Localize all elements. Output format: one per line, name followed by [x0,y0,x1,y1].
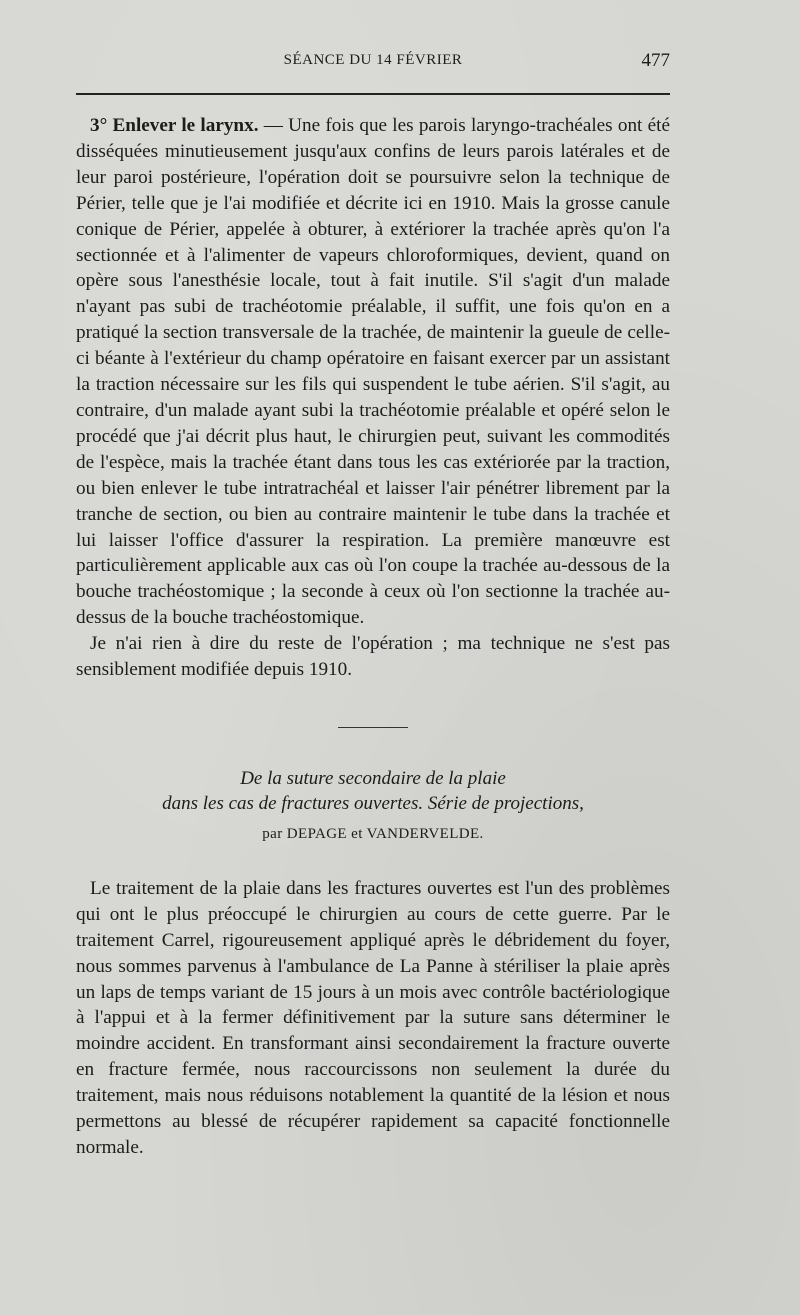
section-divider [338,727,408,728]
article-title [76,766,670,816]
section1-lead: 3° Enlever le larynx. [90,115,259,136]
article-authors [76,826,670,843]
header-rule [76,93,670,95]
section2-paragraph-1: Le traitement de la plaie dans les fractures ouvertes est l'un des problèmes qui ont le plus préoccupé le chirurgien au cours de cette guerre. Par le traitement Carrel, rigoureusement appliqué après le débridement du foyer, nous sommes parvenus à l'ambulance de La Panne à stériliser la plaie après un laps de temps variant de 15 jours à un mois avec contrôle bactériologique à l'appui et à la fermer définitivement par la suture sans déterminer le moindre accident. En transformant ainsi secondairement la fracture ouverte en fracture fermée, nous raccourcissons non seulement la durée du traitement, mais nous réduisons notablement la quantité de la lésion et nous permettons au blessé de récupérer rapidement sa capacité fonctionnelle normale. [76,877,670,1158]
page-header [76,52,670,76]
page-body [76,113,670,1161]
running-head: SÉANCE DU 14 FÉVRIER [283,52,463,68]
article-title-line-2: dans les cas de fractures ouvertes. Série de projections, [162,792,584,814]
article-title-line-1: De la suture secondaire de la plaie [240,767,506,789]
page-number: 477 [641,50,670,71]
section1-paragraph-1-text: — Une fois que les parois laryngo-trachéales ont été disséquées minutieusement jusqu'aux confins de leurs parois latérales et de leur paroi postérieure, l'opération doit se poursuivre selon la technique de Périer, telle que je l'ai modifiée et décrite ici en 1910. Mais la grosse canule conique de Périer, appelée à obturer, à extériorer la trachée après qu'on l'a sectionnée et à l'alimenter de vapeurs chloroformiques, devient, quand on opère sous l'anesthésie locale, tout à fait inutile. S'il s'agit d'un malade n'ayant pas subi de trachéotomie préalable, il suffit, une fois qu'on en a pratiqué la section transversale de la trachée, de maintenir la gueule de celle-ci béante à l'extérieur du champ opératoire en faisant exercer par un assistant la traction nécessaire sur les fils qui suspendent le tube aérien. S'il s'agit, au contraire, d'un malade ayant subi la trachéotomie préalable et opéré selon le procédé que j'ai décrit plus haut, le chirurgien peut, suivant les commodités de l'espèce, mais la trachée étant dans tous les cas extériorée par la traction, ou bien enlever le tube intratrachéal et laisser l'air pénétrer librement par la tranche de section, ou bien au contraire maintenir le tube dans la trachée et lui laisser l'office d'assurer la respiration. La première manœuvre est particulièrement applicable aux cas où l'on coupe la trachée au-dessous de la bouche trachéostomique ; la seconde à ceux où l'on sectionne la trachée au-dessus de la bouche trachéostomique. [76,115,670,629]
section1-paragraph-2: Je n'ai rien à dire du reste de l'opération ; ma technique ne s'est pas sensiblement modifiée depuis 1910. [76,633,670,681]
section1-paragraph-1 [76,113,670,631]
authors-prefix: par [262,825,283,842]
authors-names: DEPAGE et VANDERVELDE. [286,825,484,842]
